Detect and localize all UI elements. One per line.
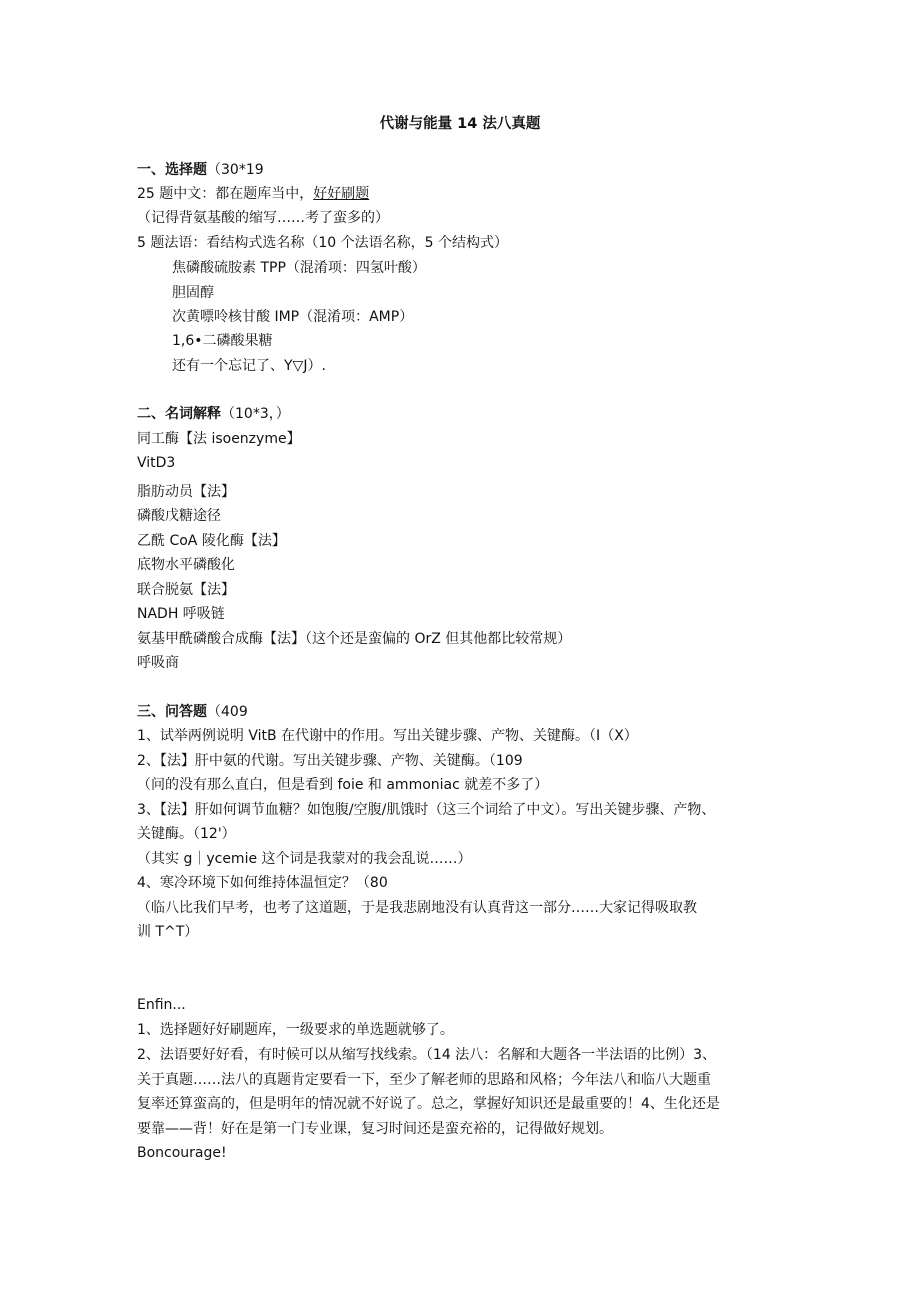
section1-line1-prefix: 25 题中文：都在题库当中， bbox=[137, 186, 314, 202]
question-line: （问的没有那么直白，但是看到 foie 和 ammoniac 就差不多了） bbox=[137, 777, 549, 793]
closing-line: 要靠——背！好在是第一门专业课，复习时间还是蛮充裕的，记得做好规划。 bbox=[137, 1121, 613, 1137]
closing-line: 关于真题……法八的真题肯定要看一下，至少了解老师的思路和风格；今年法八和临八大题重 bbox=[137, 1072, 711, 1088]
section1-item: 1,6•二磷酸果糖 bbox=[172, 333, 273, 349]
section2-heading-line bbox=[137, 404, 290, 424]
section3-heading: 三、问答题 bbox=[137, 704, 207, 720]
closing-line: Enfin... bbox=[137, 997, 186, 1013]
question-line: 1、试举两例说明 VitB 在代谢中的作用。写出关键步骤、产物、关键酶。（I（X） bbox=[137, 728, 638, 744]
section1-item: 次黄嘌呤核甘酸 IMP（混淆项：AMP） bbox=[172, 309, 414, 325]
section1-item: 焦磷酸硫胺素 TPP（混淆项：四氢叶酸） bbox=[172, 260, 426, 276]
question-line: 2、【法】肝中氨的代谢。写出关键步骤、产物、关键酶。（109 bbox=[137, 753, 523, 769]
term-item: 脂肪动员【法】 bbox=[137, 484, 235, 500]
closing-line: Boncourage! bbox=[137, 1145, 227, 1161]
term-item: 同工酶【法 isoenzyme】 bbox=[137, 431, 301, 447]
section1-line2: （记得背氨基酸的缩写……考了蛮多的） bbox=[137, 210, 389, 226]
term-item: 氨基甲酰磷酸合成酶【法】（这个还是蛮偏的 OrZ 但其他都比较常规） bbox=[137, 631, 572, 647]
section2-heading: 二、名词解释 bbox=[137, 406, 221, 422]
closing-line: 1、选择题好好刷题库，一级要求的单选题就够了。 bbox=[137, 1022, 454, 1038]
section1-heading-line bbox=[137, 160, 264, 180]
question-line: 训 T^T） bbox=[137, 924, 199, 940]
question-line: 3、【法】肝如何调节血糖？如饱腹/空腹/肌饿时（这三个词给了中文）。写出关键步骤、产物、 bbox=[137, 802, 716, 818]
section1-line3: 5 题法语：看结构式选名称（10 个法语名称，5 个结构式） bbox=[137, 235, 508, 251]
section1-heading-suffix: （30*19 bbox=[207, 162, 264, 178]
question-line: 4、寒冷环境下如何维持体温恒定？（80 bbox=[137, 875, 388, 891]
question-line: 关键酶。（12'） bbox=[137, 826, 236, 842]
section1-line1 bbox=[137, 184, 369, 204]
term-item: VitD3 bbox=[137, 455, 176, 471]
closing-line: 2、法语要好好看，有时候可以从缩写找线索。（14 法八：名解和大题各一半法语的比例）3、 bbox=[137, 1047, 717, 1063]
document-title: 代谢与能量 14 法八真题 bbox=[379, 116, 541, 132]
section3-heading-line bbox=[137, 702, 248, 722]
term-item: 磷酸戊糖途径 bbox=[137, 508, 221, 524]
section1-item: 胆固醇 bbox=[172, 285, 214, 301]
term-item: 联合脱氨【法】 bbox=[137, 582, 235, 598]
term-item: 底物水平磷酸化 bbox=[137, 557, 235, 573]
section2-heading-suffix: （10*3，） bbox=[221, 406, 290, 422]
question-line: （临八比我们早考，也考了这道题，于是我悲剧地没有认真背这一部分……大家记得吸取教 bbox=[137, 900, 697, 916]
question-line: （其实 g｜ycemie 这个词是我蒙对的我会乱说……） bbox=[137, 851, 472, 867]
section1-line1-underlined: 好好刷题 bbox=[313, 186, 370, 202]
closing-line: 复率还算蛮高的，但是明年的情况就不好说了。总之，掌握好知识还是最重要的！4、生化还是 bbox=[137, 1096, 720, 1112]
term-item: 呼吸商 bbox=[137, 655, 179, 671]
section1-heading: 一、选择题 bbox=[137, 162, 207, 178]
term-item: 乙酰 CoA 陵化酶【法】 bbox=[137, 533, 286, 549]
section1-item: 还有一个忘记了、Y▽J）. bbox=[172, 358, 326, 374]
term-item: NADH 呼吸链 bbox=[137, 606, 225, 622]
section3-heading-suffix: （409 bbox=[207, 704, 248, 720]
